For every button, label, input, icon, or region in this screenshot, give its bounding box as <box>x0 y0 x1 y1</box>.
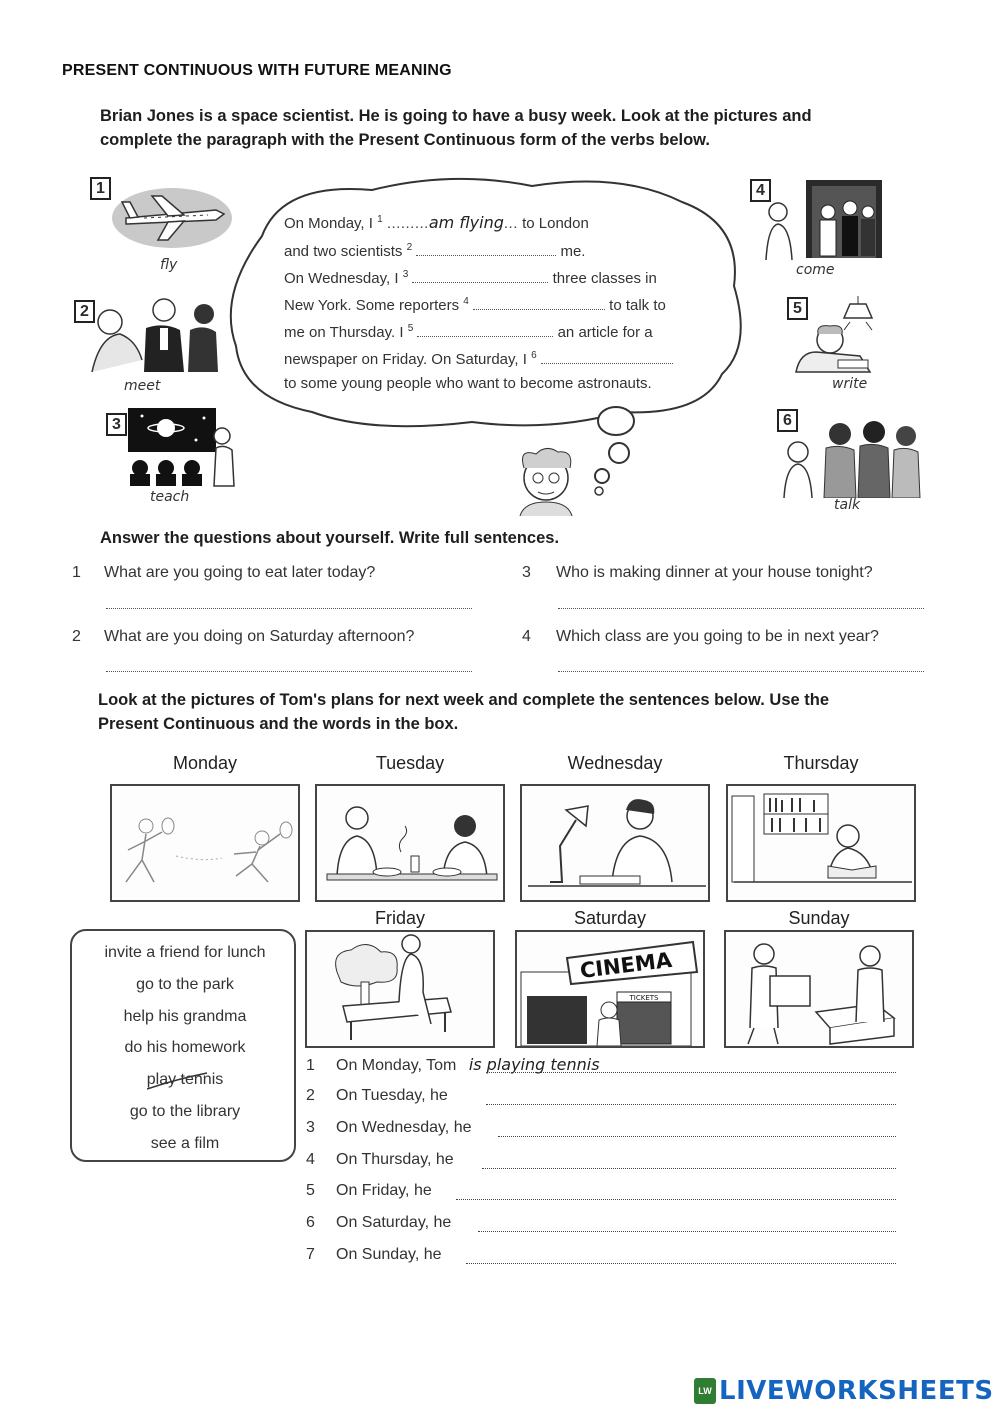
sentence-1-line[interactable] <box>486 1072 896 1073</box>
logo-badge-icon: LW <box>694 1378 716 1404</box>
paragraph-line-4: New York. Some reporters $^4$ to talk to <box>284 296 666 314</box>
question-1: 1 What are you going to eat later today? <box>72 564 376 581</box>
answer-2-input[interactable] <box>416 240 556 256</box>
sentence-5-line[interactable] <box>456 1199 896 1200</box>
answer-6-input[interactable] <box>541 348 673 364</box>
exercise1-instruction: Brian Jones is a space scientist. He is going to have a busy week. Look at the pictures and complete the paragraph with the Present Continuous form of the verbs below. <box>100 107 812 149</box>
word-box-item: see a film <box>150 1135 220 1152</box>
paragraph-line-1: On Monday, I $^1$ .........am flying... to London <box>284 213 589 232</box>
caption-come: come <box>796 262 835 278</box>
picture-number-5: 5 <box>787 297 808 320</box>
paragraph-line-6: newspaper on Friday. On Saturday, I $^6$ <box>284 348 673 368</box>
saturday-cinema-picture <box>515 930 705 1048</box>
exercise2-instruction: Answer the questions about yourself. Write full sentences. <box>100 529 560 547</box>
paragraph-line-3: On Wednesday, I $^3$ three classes in <box>284 269 657 287</box>
day-sunday: Sunday <box>788 908 850 928</box>
sentence-2: 2 On Tuesday, he <box>306 1087 448 1104</box>
writing-picture <box>790 296 886 376</box>
friday-park-picture <box>305 930 495 1048</box>
day-monday: Monday <box>172 753 238 773</box>
picture-number-6: 6 <box>777 409 798 432</box>
word-box-item: help his grandma <box>123 1008 247 1025</box>
sentence-4: 4 On Thursday, he <box>306 1151 454 1168</box>
sunday-help-picture <box>724 930 914 1048</box>
exercise3-instruction: Look at the pictures of Tom's plans for next week and complete the sentences below. Use the Present Continuous and the words in the box. <box>98 691 830 733</box>
answer-line-q2[interactable] <box>106 671 472 672</box>
answer-line-q4[interactable] <box>558 671 924 672</box>
sentence-2-line[interactable] <box>486 1104 896 1105</box>
caption-talk: talk <box>834 497 861 513</box>
answer-line-q3[interactable] <box>558 608 924 609</box>
answer-3-input[interactable] <box>412 267 548 283</box>
picture-number-1: 1 <box>90 177 111 200</box>
talking-picture <box>778 410 924 498</box>
question-2: 2 What are you doing on Saturday afternoon? <box>72 628 415 645</box>
wednesday-homework-picture <box>520 784 710 902</box>
thursday-library-picture <box>726 784 916 902</box>
tuesday-lunch-picture <box>315 784 505 902</box>
word-box-item: do his homework <box>124 1039 246 1056</box>
picture-number-4: 4 <box>750 179 771 202</box>
sentence-3: 3 On Wednesday, he <box>306 1119 472 1136</box>
picture-number-3: 3 <box>106 413 127 436</box>
sentence-5: 5 On Friday, he <box>306 1182 432 1199</box>
paragraph-line-7: to some young people who want to become astronauts. <box>284 375 652 392</box>
paragraph-line-5: me on Thursday. I $^5$ an article for a <box>284 323 653 341</box>
monday-tennis-picture <box>110 784 300 902</box>
meeting-picture <box>80 294 220 374</box>
page-title: PRESENT CONTINUOUS WITH FUTURE MEANING <box>62 62 452 79</box>
sentence-6-line[interactable] <box>478 1231 896 1232</box>
sentence-4-line[interactable] <box>482 1168 896 1169</box>
liveworksheets-logo: LW LIVEWORKSHEETS <box>694 1376 994 1406</box>
word-box-item: invite a friend for lunch <box>104 944 266 961</box>
day-saturday: Saturday <box>573 908 647 928</box>
sentence-7: 7 On Sunday, he <box>306 1246 442 1263</box>
sentence-6: 6 On Saturday, he <box>306 1214 452 1231</box>
sentence-7-line[interactable] <box>466 1263 896 1264</box>
day-tuesday: Tuesday <box>375 753 445 773</box>
strike-mark <box>147 1071 237 1093</box>
answer-1[interactable]: am flying <box>428 213 504 232</box>
cinema-sign: CINEMA <box>578 947 674 983</box>
sentence-1: 1 On Monday, Tom is playing tennis <box>306 1055 600 1074</box>
caption-teach: teach <box>150 489 190 505</box>
tickets-sign: TICKETS <box>629 994 659 1002</box>
sentence-3-line[interactable] <box>498 1136 896 1137</box>
day-wednesday: Wednesday <box>567 753 663 773</box>
word-box-item-used: play tennis <box>72 1071 298 1089</box>
day-thursday: Thursday <box>783 753 859 773</box>
caption-fly: fly <box>160 257 178 273</box>
word-box <box>70 929 296 1162</box>
word-box-item: go to the park <box>136 976 234 993</box>
scientist-picture <box>510 444 584 516</box>
picture-number-2: 2 <box>74 300 95 323</box>
caption-meet: meet <box>124 378 161 394</box>
answer-4-input[interactable] <box>473 294 605 310</box>
day-friday: Friday <box>374 908 425 928</box>
answer-5-input[interactable] <box>417 321 553 337</box>
sentence-1-answer[interactable]: is playing tennis <box>468 1055 600 1074</box>
question-3: 3 Who is making dinner at your house tonight? <box>522 564 873 581</box>
paragraph-line-2: and two scientists $^2$ me. <box>284 242 586 260</box>
airplane-picture <box>108 180 234 252</box>
answer-line-q1[interactable] <box>106 608 472 609</box>
reporters-picture <box>762 176 886 260</box>
question-4: 4 Which class are you going to be in next year? <box>522 628 879 645</box>
word-box-item: go to the library <box>129 1103 241 1120</box>
caption-write: write <box>832 376 868 392</box>
